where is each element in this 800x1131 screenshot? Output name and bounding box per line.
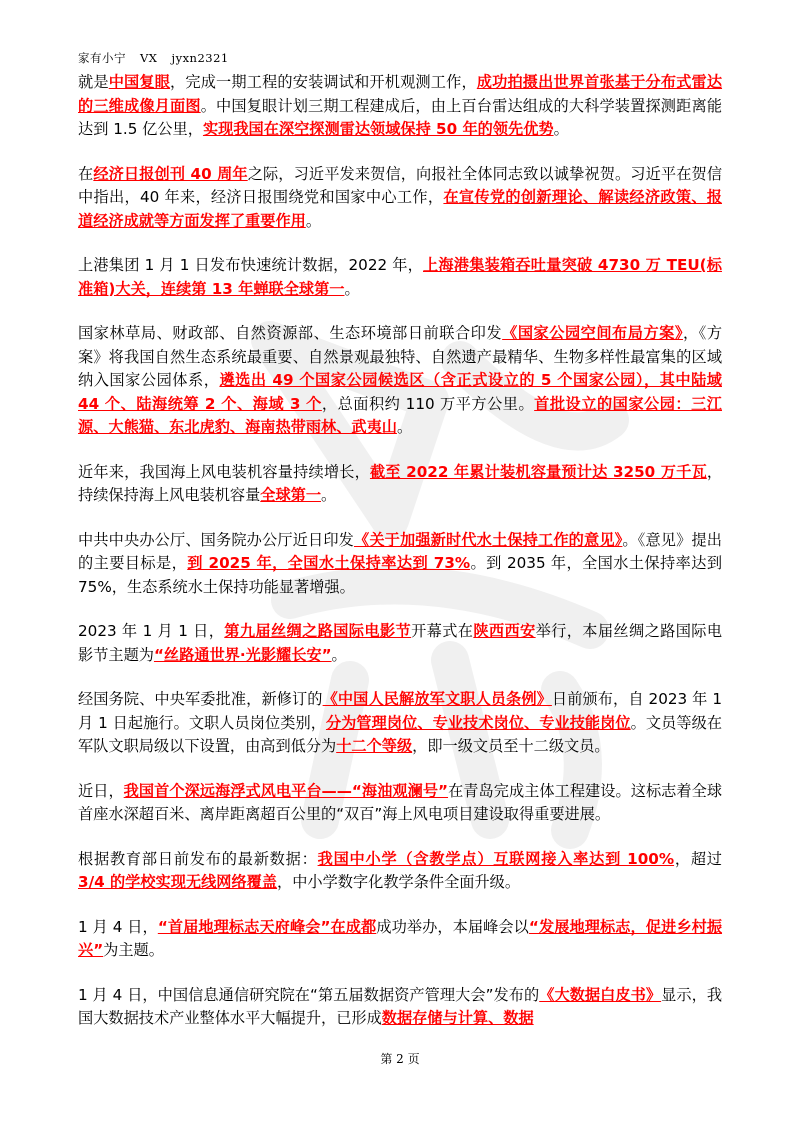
body-text: 2023 年 1 月 1 日， [78,622,225,640]
document-body [78,71,722,1052]
body-text: 。《意见》提出的主要目标是， [78,530,722,572]
body-text: 。 [344,279,360,298]
body-text: 1 月 4 日， [78,917,158,936]
page-number: 第 2 页 [380,1052,420,1066]
highlighted-text: 中国复眼 [108,73,171,91]
news-paragraph [78,848,722,895]
news-paragraph [78,984,722,1031]
body-text: 就是 [78,73,109,91]
body-text: 举行，本届丝绸之路国际电影节主题为 [78,622,723,664]
body-text: 显示，我国大数据技术产业整体水平大幅提升，已形成 [78,985,723,1027]
highlighted-text: 数据存储与计算、数据 [381,1009,534,1027]
highlighted-text: 陕西西安 [473,622,536,640]
body-text: ，中小学数字化教学条件全面升级。 [277,873,521,891]
news-paragraph [78,620,722,667]
body-text: ，总面积约 110 万平方公里。 [321,394,535,413]
news-paragraph [78,461,722,508]
highlighted-text: 首批设立的国家公园：三江源、大熊猫、东北虎豹、海南热带雨林、武夷山 [78,394,722,436]
body-text: ，即一级文员至十二级文员。 [412,737,610,755]
highlighted-text: 上海港集装箱吞吐量突破 4730 万 TEU(标准箱)大关，连续第 13 年蝉联全球第一 [78,256,722,298]
highlighted-text: “发展地理标志，促进乡村振兴” [78,917,723,959]
body-text: 。 [331,645,347,664]
body-text: 。 [321,486,337,504]
highlighted-text: 全球第一 [260,486,321,504]
highlighted-text: 《国家公园空间布局方案》 [502,324,683,342]
highlighted-text: 《大数据白皮书》 [539,985,662,1004]
news-paragraph [78,163,722,234]
body-text: 1 月 4 日，中国信息通信研究院在“第五届数据资产管理大会”发布的 [78,985,540,1004]
body-text: 。 [305,211,321,230]
news-paragraph [78,254,722,301]
body-text: 成功举办，本届峰会以 [376,917,529,936]
news-paragraph [78,780,722,827]
page-header [78,50,229,66]
body-text: 。 [553,120,569,138]
highlighted-text: 我国首个深远海浮式风电平台——“海油观澜号” [123,781,449,800]
highlighted-text: “首届地理标志天府峰会”在成都 [157,917,377,936]
header-author: 家有小宁 [78,51,126,65]
body-text: 根据教育部日前发布的最新数据： [78,849,318,868]
body-text: 日前颁布，自 2023 年 1 月 1 日起施行。文职人员岗位类别， [78,690,723,732]
highlighted-text: 3/4 的学校实现无线网络覆盖 [78,873,278,891]
body-text: 。 [396,418,413,436]
news-paragraph [78,529,722,600]
body-text: 上港集团 1 月 1 日发布快速统计数据，2022 年， [78,256,423,274]
highlighted-text: 成功拍摄出世界首张基于分布式雷达的三维成像月面图 [78,73,723,115]
highlighted-text: 分为管理岗位、专业技术岗位、专业技能岗位 [325,713,631,732]
highlighted-text: 我国中小学（含教学点）互联网接入率达到 100% [317,849,675,868]
body-text: 近年来，我国海上风电装机容量持续增长， [78,462,370,481]
news-paragraph [78,322,722,440]
news-paragraph [78,916,722,963]
body-text: ，《方案》将我国自然生态系统最重要、自然景观最独特、自然遗产最精华、生物多样性最富集的区域纳入国家公园体系， [78,324,723,389]
highlighted-text: 在宣传党的创新理论、解读经济政策、报道经济成就等方面发挥了重要作用 [78,188,723,230]
body-text: 为主题。 [103,941,164,959]
header-wechat-id: jyxn2321 [171,51,229,65]
highlighted-text: 遴选出 49 个国家公园候选区（含正式设立的 5 个国家公园），其中陆域 44 个、陆海统筹 2 个、海域 3 个 [78,371,722,413]
body-text: 。中国复眼计划三期工程建成后，由上百台雷达组成的大科学装置探测距离能达到 1.5 亿公里， [78,96,723,138]
body-text: 经国务院、中央军委批准，新修订的 [78,690,323,708]
body-text: 之际，习近平发来贺信，向报社全体同志致以诚挚祝贺。习近平在贺信中指出，40 年来，经济日报围绕党和国家中心工作， [78,164,723,206]
news-paragraph [78,71,722,142]
highlighted-text: 经济日报创刊 40 周年 [93,164,248,183]
body-text: 国家林草局、财政部、自然资源部、生态环境部日前联合印发 [78,324,503,342]
highlighted-text: 十二个等级 [336,737,413,755]
header-vx-label: VX [140,51,158,65]
highlighted-text: 《中国人民解放军文职人员条例》 [322,690,552,708]
body-text: 开幕式在 [411,622,474,640]
body-text: ，持续保持海上风电装机容量 [78,462,722,504]
highlighted-text: 《关于加强新时代水土保持工作的意见》 [354,530,623,549]
highlighted-text: 实现我国在深空探测雷达领域保持 50 年的领先优势 [202,120,554,138]
body-text: ，完成一期工程的安装调试和开机观测工作， [170,73,477,91]
body-text: 中共中央办公厅、国务院办公厅近日印发 [78,530,354,549]
body-text: ，超过 [674,849,722,868]
body-text: 在青岛完成主体工程建设。这标志着全球首座水深超百米、离岸距离超百公里的“双百”海上风电项目建设取得重要进展。 [78,781,723,823]
body-text: 。到 2035 年，全国水土保持率达到 75%，生态系统水土保持功能显著增强。 [78,554,723,596]
highlighted-text: 到 2025 年，全国水土保持率达到 73% [187,554,471,572]
news-paragraph [78,688,722,759]
body-text: 近日， [78,781,124,800]
highlighted-text: 第九届丝绸之路国际电影节 [224,622,412,640]
highlighted-text: 截至 2022 年累计装机容量预计达 3250 万千瓦 [369,462,707,481]
body-text: 。文员等级在军队文职局级以下设置，由高到低分为 [78,713,723,755]
body-text: 在 [78,164,94,183]
highlighted-text: “丝路通世界·光影耀长安” [153,645,332,664]
